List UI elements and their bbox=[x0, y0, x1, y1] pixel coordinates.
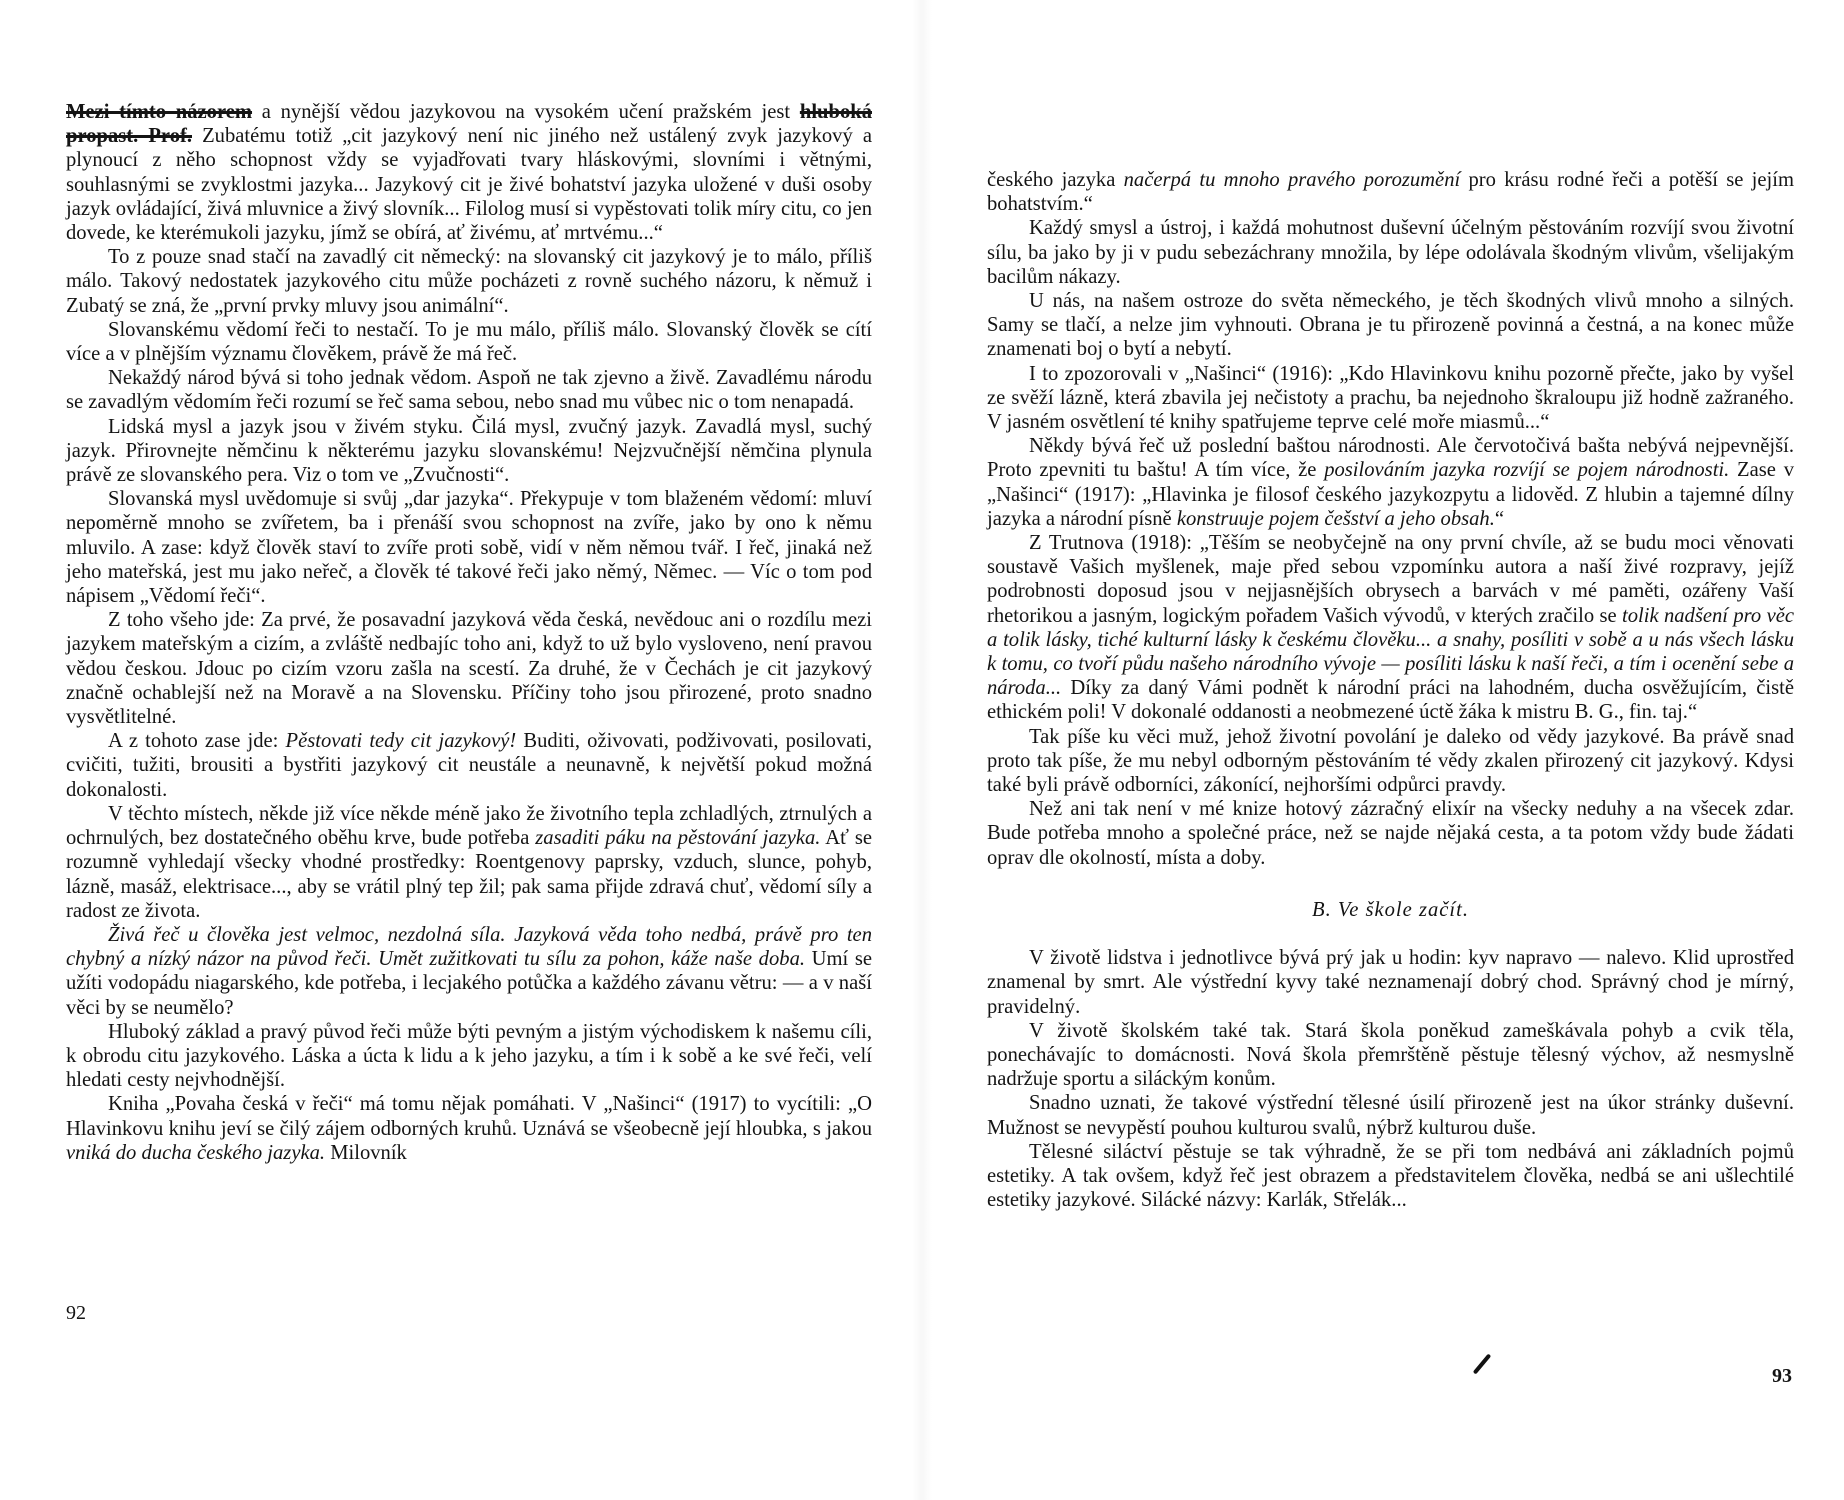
paragraph: Hluboký základ a pravý původ řeči může býti pevným a jistým východiskem k našemu cíli, k obrodu citu jazykového. Láska a úcta k lidu a k jeho jazyku, a tím i k sobě a ke své řeči, velí hledati cesty nejvhodnější. bbox=[66, 1020, 872, 1092]
paragraph: českého jazyka načerpá tu mnoho pravého porozumění pro krásu rodné řeči a potěší se jejím bohatstvím.“ bbox=[987, 169, 1794, 216]
paragraph: Kniha „Povaha česká v řeči“ má tomu nějak pomáhati. V „Našinci“ (1917) to vycítili: „O Hlavinkovu knihu jeví se čilý zájem odborných kruhů. Uznává se všeobecně její hloubka, s jakou vniká do ducha českého jazyka. Milovník bbox=[66, 1093, 872, 1164]
paragraph: I to zpozorovali v „Našinci“ (1916): „Kdo Hlavinkovu knihu pozorně přečte, jako by vyšel ze svěží lázně, která zbavila jej nečistoty a prachu, ba nejednoho škraloupu již hodně zažraného. V jasném osvětlení té knihy spatřujeme teprve celé moře miasmů...“ bbox=[987, 362, 1794, 434]
paragraph: Z Trutnova (1918): „Těším se neobyčejně na ony první chvíle, až se budu moci věnovati soustavě Vašich myšlenek, maje před sebou vzpomínku autora a naší živé rozpravy, jejíž podrobnosti doposud jsou v nejjasnějších obrysech a barvách v mé paměti, ozářeny Vaší rhetorikou a jasným, logickým pořadem Vašich vývodů, v kterých zračilo se tolik nadšení pro věc a tolik lásky, tiché kulturní lásky k českému člověku... a snahy, posíliti v sobě a u nás všech lásku k tomu, co tvoří půdu našeho národního vývoje — posíliti lásku k naší řeči, a tím i ocenění sebe a národa... Díky za daný Vámi podnět k národní práci na lahodném, ducha osvěžujícím, čistě ethickém poli! V dokonalé oddanosti a neobmezené úctě žáka k mistru B. G., fin. taj.“ bbox=[987, 532, 1794, 724]
right-page-text bbox=[987, 168, 1794, 1212]
paragraph: Slovanská mysl uvědomuje si svůj „dar jazyka“. Překypuje v tom blaženém vědomí: mluví nepoměrně mnoho se zvířetem, ba i přenáší svou schopnost na zvíře, jako by ono k němu mluvilo. A zase: když člověk staví to zvíře proti sobě, vidí v něm němou tvář. I řeč, jinaká než jeho mateřská, jest mu jako neřeč, a člověk té takové řeči jako němý, Němec. — Víc o tom pod nápisem „Vědomí řeči“. bbox=[66, 488, 872, 608]
paragraph: Nekaždý národ bývá si toho jednak vědom. Aspoň ne tak zjevno a živě. Zavadlému národu se zavadlým vědomím řeči rozumí se řeč sama sebou, nebo snad mu vůbec nic o tom nenapadá. bbox=[66, 367, 872, 414]
paragraph: Mezi tímto názorem a nynější vědou jazykovou na vysokém učení pražském jest hluboká propast. Prof. Zubatému totiž „cit jazykový není nic jiného než ustálený zvyk jazykový a plynoucí z něho schopnost vždy se vyjadřovati tvary hláskovými, slovními i větnými, souhlasnými se zvyklostmi jazyka... Jazykový cit je živé bohatství jazyka uložené v duši osoby jazyk ovládající, živá mluvnice a živý slovník... Filolog musí si vypěstovati tolik míry citu, co jen dovede, ke kterémukoli jazyku, jímž se obírá, ať živému, ať mrtvému...“ bbox=[66, 101, 872, 245]
right-page bbox=[922, 0, 1844, 1500]
paragraph: Živá řeč u člověka jest velmoc, nezdolná síla. Jazyková věda toho nedbá, právě pro ten chybný a nízký názor na původ řeči. Umět zužitkovati tu sílu za pohon, káže naše doba. Umí se užíti vodopádu niagarského, kde potřeba, i lecjakého potůčka a každého závanu větru: — a v naší věci by se neumělo? bbox=[66, 923, 872, 1019]
paragraph: V životě lidstva i jednotlivce bývá prý jak u hodin: kyv napravo — nalevo. Klid uprostřed znamenal by smrt. Ale výstřední kyvy také neznamenají dobrý chod. Správný chod je mírný, pravidelný. bbox=[987, 947, 1794, 1018]
pen-mark bbox=[1473, 1354, 1491, 1375]
paragraph: To z pouze snad stačí na zavadlý cit německý: na slovanský cit jazykový je to málo, příliš málo. Takový nedostatek jazykového citu může pocházeti z rovně suchého názoru, k němuž i Zubatý se zná, že „první prvky mluvy jsou animální“. bbox=[66, 246, 872, 317]
struck-text: Mezi tímto názorem bbox=[66, 101, 253, 123]
paragraph: Každý smysl a ústroj, i každá mohutnost duševní účelným pěstováním rozvíjí svou životní sílu, ba jako by ji v pudu sebezáchrany množila, by lépe odolávala škodným vlivům, všelijakým bacilům nákazy. bbox=[987, 217, 1794, 288]
paragraph: Někdy bývá řeč už poslední baštou národnosti. Ale červotočivá bašta nebývá nejpevnější. Proto zpevniti tu baštu! A tím více, že posilováním jazyka rozvíjí se pojem národnosti. Zase v „Našinci“ (1917): „Hlavinka je filosof českého jazykozpytu a lidověd. Z hlubin a tajemné dílny jazyka a národní písně konstruuje pojem češství a jeho obsah.“ bbox=[987, 435, 1794, 530]
struck-text: hluboká propast. Prof. bbox=[66, 101, 872, 148]
page-number: 93 bbox=[1772, 1365, 1792, 1387]
paragraph: Snadno uznati, že takové výstřední tělesné úsilí přirozeně jest na úkor stránky duševní. Mužnost se nevypěstí pouhou kulturou svalů, nýbrž kulturou duše. bbox=[987, 1092, 1794, 1139]
paragraph: Tělesné siláctví pěstuje se tak výhradně, že se při tom nedbává ani základních pojmů estetiky. A tak ovšem, když řeč jest obrazem a představitelem člověka, nedbá se ani ušlechtilé estetiky jazykové. Silácké názvy: Karlák, Střelák... bbox=[987, 1140, 1794, 1212]
paragraph: Lidská mysl a jazyk jsou v živém styku. Čilá mysl, zvučný jazyk. Zavadlá mysl, suchý jazyk. Přirovnejte němčinu k některému jazyku slovanskému! Nejzvučnější němčina plynula právě ze slovanského pera. Viz o tom ve „Zvučnosti“. bbox=[66, 415, 872, 487]
paragraph: Tak píše ku věci muž, jehož životní povolání je daleko od vědy jazykové. Ba právě snad proto tak píše, že mu nebyl odborným pěstováním té vědy zkalen přirozený cit jazykový. Kdysi také byli právě odborníci, zákonící, nejhoršími odpůrci pravdy. bbox=[987, 725, 1794, 797]
section-heading: B. Ve škole začít. bbox=[1312, 898, 1469, 921]
page-number: 92 bbox=[66, 1302, 86, 1324]
paragraph: Slovanskému vědomí řeči to nestačí. To je mu málo, příliš málo. Slovanský člověk se cítí více a v plnějším významu člověkem, právě že má řeč. bbox=[66, 318, 872, 366]
paragraph: V životě školském také tak. Stará škola poněkud zameškávala pohyb a cvik těla, ponechávajíc to domácnosti. Nová škola přemrštěně pěstuje tělesný výchov, až nesmyslně nadržuje sportu a siláckým konům. bbox=[987, 1019, 1794, 1091]
paragraph: U nás, na našem ostroze do světa německého, je těch škodných vlivů mnoho a silných. Samy se tlačí, a nelze jim vyhnouti. Obrana je tu přirozeně povinná a čestná, a na konec může znamenati boj o bytí a nebytí. bbox=[987, 290, 1794, 361]
left-page-text bbox=[66, 100, 872, 1165]
paragraph: Z toho všeho jde: Za prvé, že posavadní jazyková věda česká, nevědouc ani o rozdílu mezi jazykem mateřským a cizím, a zvláště nedbajíc toho ani, když to už bylo vysloveno, není pravou vědou českou. Jdouc po cizím vzoru zašla na scestí. Za druhé, že v Čechách je cit jazykový značně ochablejší než na Moravě a na Slovensku. Příčiny toho jsou přirozené, proto snadno vysvětlitelné. bbox=[66, 609, 872, 729]
paragraph: V těchto místech, někde již více někde méně jako že životního tepla zchladlých, ztrnulých a ochrnulých, bez dostatečného oběhu krve, bude potřeba zasaditi páku na pěstování jazyka. Ať se rozumně vyhledají všecky vhodné prostředky: Roentgenovy paprsky, vzduch, slunce, pohyb, lázně, masáž, elektrisace..., aby se vrátil plný tep žil; pak sama přijde zdravá chuť, vědomí síly a radost ze života. bbox=[66, 802, 872, 922]
paragraph: Než ani tak není v mé knize hotový zázračný elixír na všecky neduhy a na všecek zdar. Bude potřeba mnoho a společné práce, než se najde nějaká cesta, a ta potom vždy bude žádati oprav dle okolností, místa a doby. bbox=[987, 798, 1794, 869]
paragraph: A z tohoto zase jde: Pěstovati tedy cit jazykový! Buditi, oživovati, podživovati, posilovati, cvičiti, tužiti, brousiti a bystřiti jazykový cit neustále a neunavně, k největší pokud možná dokonalosti. bbox=[66, 730, 872, 801]
